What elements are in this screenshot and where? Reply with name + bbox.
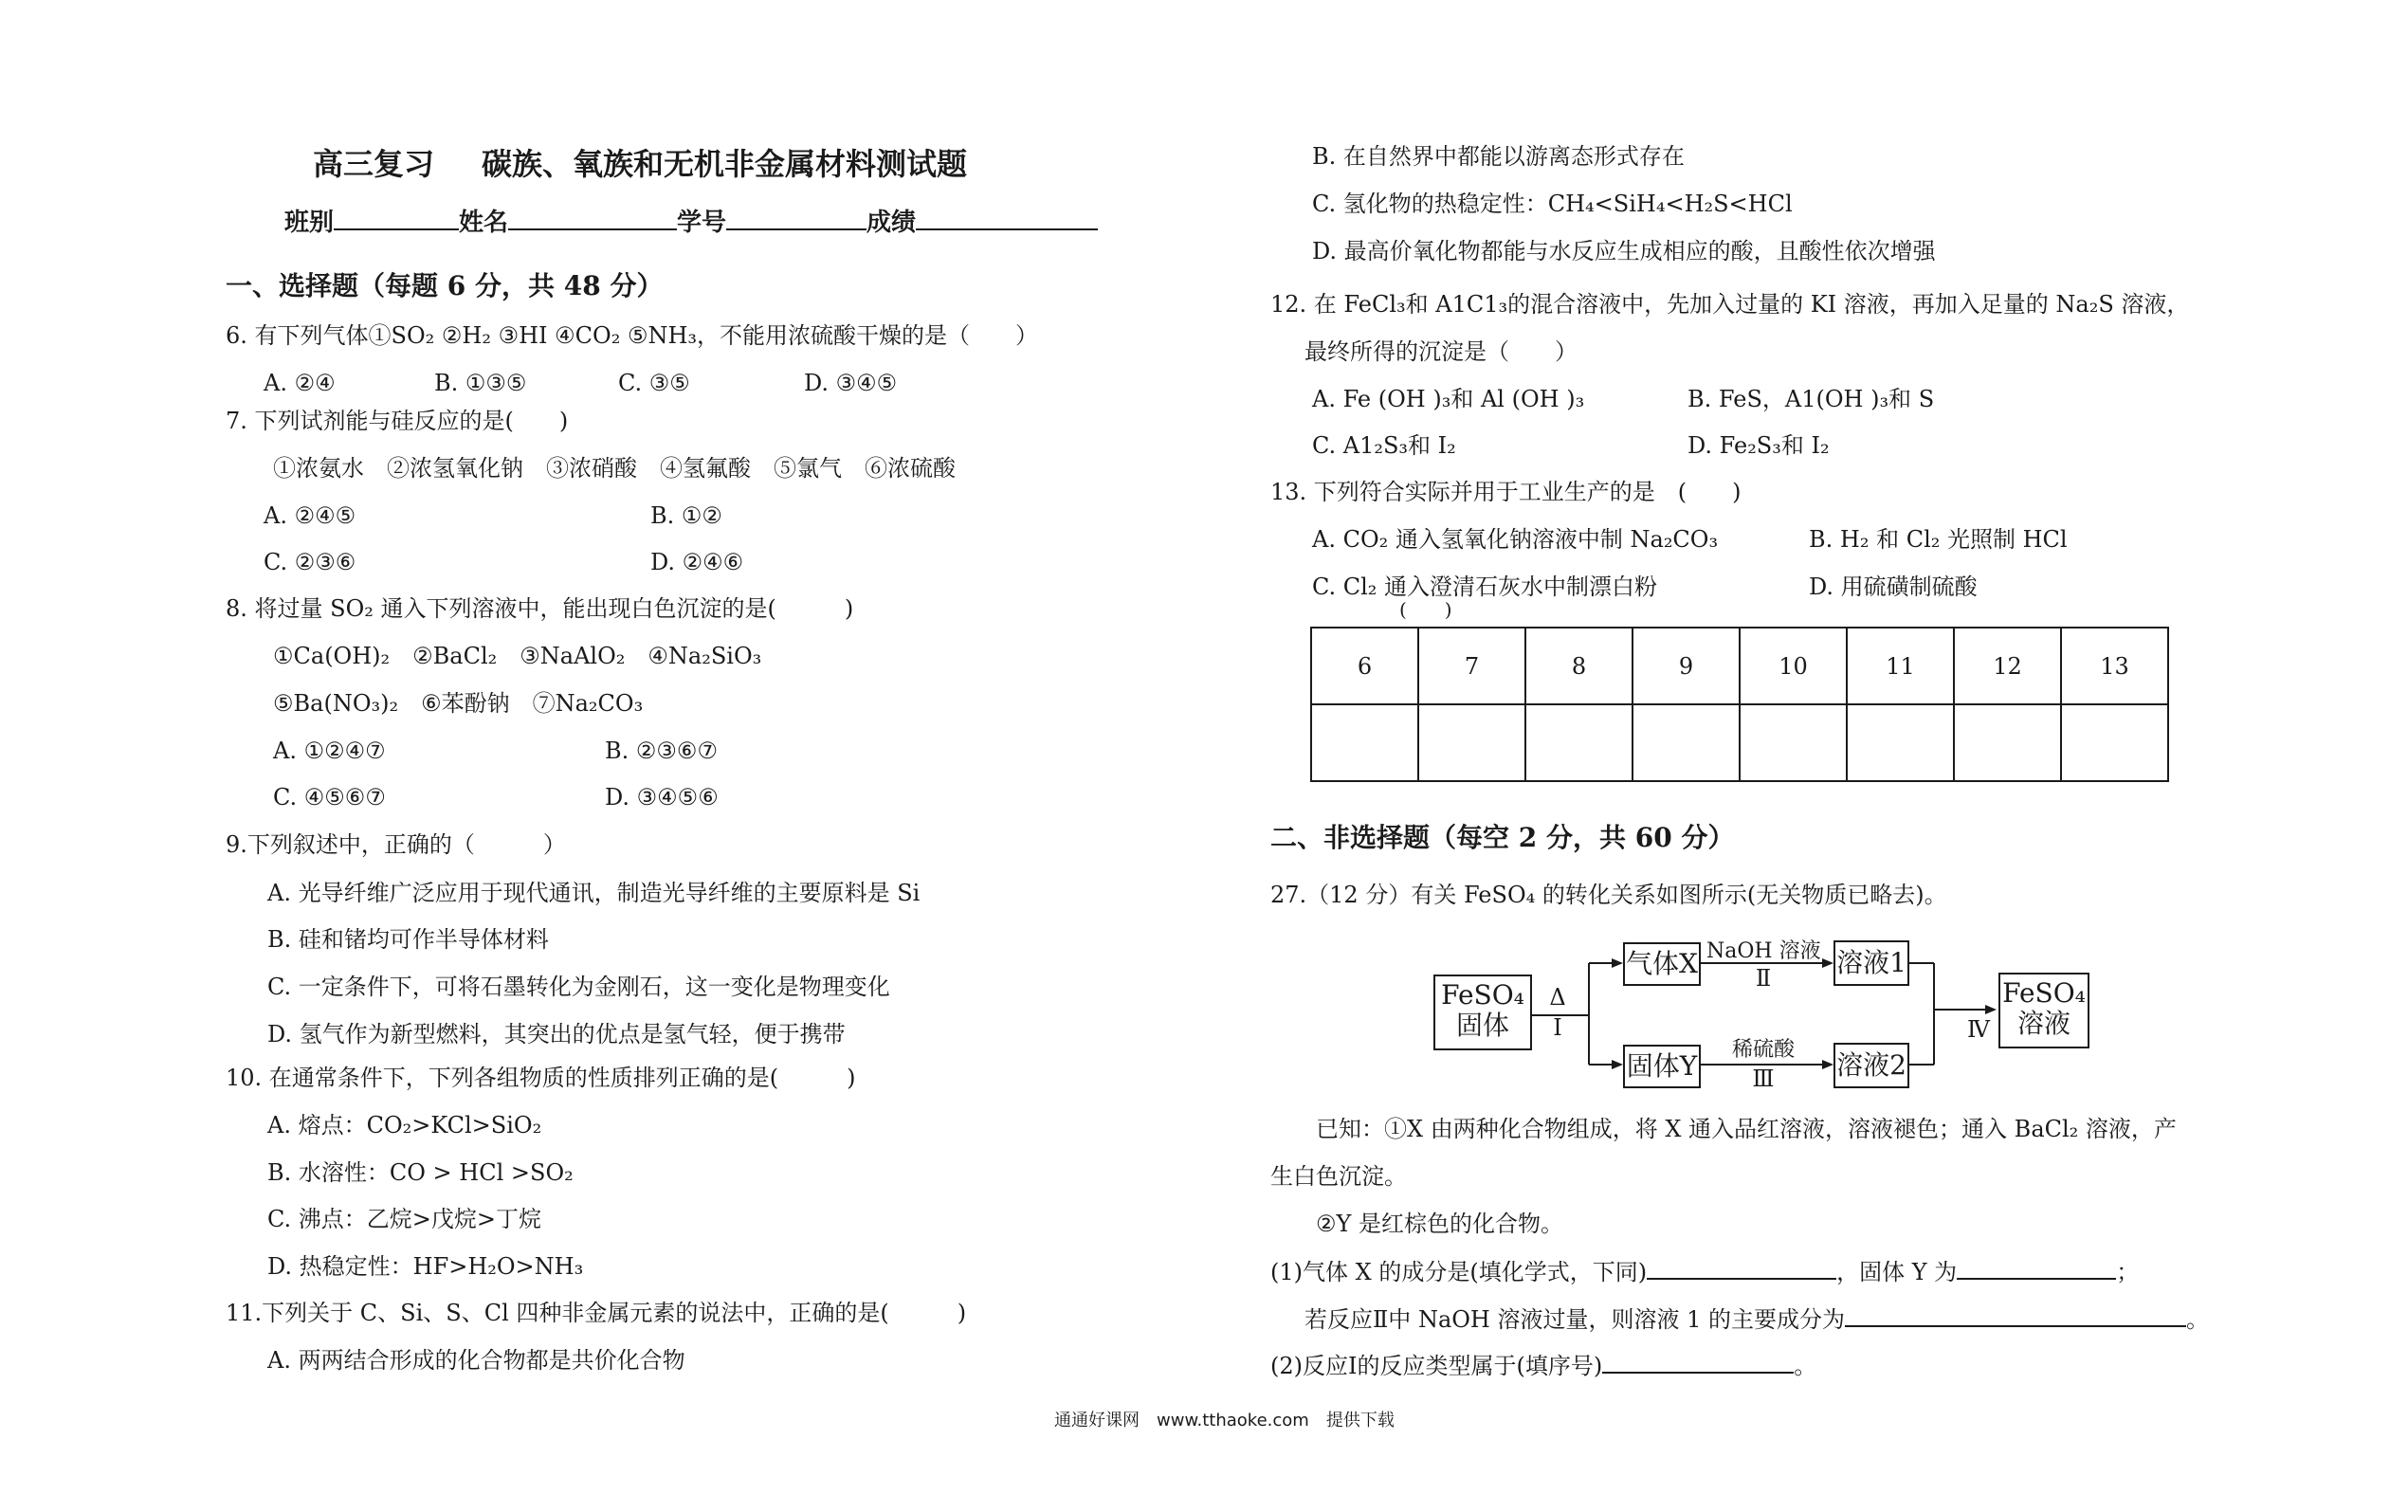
solid-y-answer-blank[interactable] <box>1957 1257 2116 1280</box>
answer-header-cell: 8 <box>1525 628 1633 704</box>
q7-option-b: B. ①② <box>650 502 722 529</box>
q11-option-d: D. 最高价氧化物都能与水反应生成相应的酸，且酸性依次增强 <box>1312 238 1936 264</box>
q13-option-a: A. CO₂ 通入氢氧化钠溶液中制 Na₂CO₃ <box>1312 526 1719 553</box>
q8-option-c: C. ④⑤⑥⑦ <box>273 784 386 811</box>
question-2-line <box>1270 1351 1816 1380</box>
q7-reagents: ①浓氨水 ②浓氢氧化钠 ③浓硝酸 ④氢氟酸 ⑤氯气 ⑥浓硫酸 <box>273 455 956 482</box>
solution-2-box: 溶液2 <box>1833 1043 1909 1088</box>
step-2-label: Ⅱ <box>1755 965 1772 992</box>
q10-option-b: B. 水溶性：CO > HCl >SO₂ <box>267 1159 574 1186</box>
question-2-text-2: 。 <box>1794 1353 1817 1379</box>
step-3-label: Ⅲ <box>1752 1066 1775 1092</box>
q13-bracket: ( ) <box>1399 598 1452 621</box>
known-line-2: 生白色沉淀。 <box>1270 1163 1407 1190</box>
answer-header-cell: 9 <box>1633 628 1740 704</box>
reaction-type-answer-blank[interactable] <box>1602 1351 1794 1374</box>
feso4-solid-box <box>1433 975 1532 1050</box>
name-label: 姓名 <box>459 209 509 237</box>
q8-solutions-1: ①Ca(OH)₂ ②BaCl₂ ③NaAlO₂ ④Na₂SiO₃ <box>273 643 762 669</box>
q8-option-b: B. ②③⑥⑦ <box>605 738 718 764</box>
footer-source: 通通好课网 www.tthaoke.com 提供下载 <box>1054 1411 1395 1430</box>
question-1-text-4: 若反应Ⅱ中 NaOH 溶液过量，则溶液 1 的主要成分为 <box>1304 1306 1846 1333</box>
answer-header-cell: 12 <box>1954 628 2061 704</box>
q7-option-a: A. ②④⑤ <box>264 502 356 529</box>
section2-heading: 二、非选择题（每空 2 分，共 60 分） <box>1270 822 1735 853</box>
score-label: 成绩 <box>867 209 917 237</box>
known-line-1: 已知：①X 由两种化合物组成，将 X 通入品红溶液，溶液褪色；通入 BaCl₂ 溶液，产 <box>1316 1116 2177 1142</box>
solution-1-answer-blank[interactable] <box>1845 1304 2186 1327</box>
q9-option-b: B. 硅和锗均可作半导体材料 <box>267 926 549 953</box>
q13-option-c: C. Cl₂ 通入澄清石灰水中制漂白粉 <box>1312 574 1658 600</box>
question-1-text-3: ； <box>2116 1259 2140 1285</box>
q10-option-c: C. 沸点：乙烷>戊烷>丁烷 <box>267 1206 541 1232</box>
q27-intro: 27.（12 分）有关 FeSO₄ 的转化关系如图所示(无关物质已略去)。 <box>1270 882 1947 908</box>
feso4-solution-state: 溶液 <box>2016 1008 2071 1039</box>
q6-option-a: A. ②④ <box>264 370 336 396</box>
q7-option-c: C. ②③⑥ <box>264 549 356 575</box>
gas-x-box: 气体X <box>1623 942 1701 986</box>
q9-stem: 9.下列叙述中，正确的（ ） <box>226 831 566 858</box>
q11-option-b: B. 在自然界中都能以游离态形式存在 <box>1312 143 1685 170</box>
q8-option-d: D. ③④⑤⑥ <box>605 784 719 811</box>
title-main: 碳族、氧族和无机非金属材料测试题 <box>482 146 968 182</box>
q12-option-b: B. FeS，A1(OH )₃和 S <box>1687 386 1935 412</box>
class-label: 班别 <box>284 209 335 237</box>
step-1-label: Ⅰ <box>1553 1014 1562 1041</box>
q12-option-a: A. Fe (OH )₃和 Al (OH )₃ <box>1312 386 1585 412</box>
q8-stem: 8. 将过量 SO₂ 通入下列溶液中，能出现白色沉淀的是( ) <box>226 595 854 622</box>
q8-option-a: A. ①②④⑦ <box>273 738 386 764</box>
q11-option-c: C. 氢化物的热稳定性：CH₄<SiH₄<H₂S<HCl <box>1312 191 1793 217</box>
question-1-text-5: 。 <box>2186 1306 2210 1333</box>
q13-stem: 13. 下列符合实际并用于工业生产的是 ( ) <box>1270 479 1742 505</box>
q6-stem: 6. 有下列气体①SO₂ ②H₂ ③HI ④CO₂ ⑤NH₃，不能用浓硫酸干燥的是（ ） <box>226 322 1039 349</box>
answer-header-cell: 6 <box>1311 628 1418 704</box>
q9-option-a: A. 光导纤维广泛应用于现代通讯，制造光导纤维的主要原料是 Si <box>267 880 921 906</box>
q11-option-a: A. 两两结合形成的化合物都是共价化合物 <box>267 1347 685 1374</box>
q6-option-d: D. ③④⑤ <box>804 370 898 396</box>
q12-stem-cont: 最终所得的沉淀是（ ） <box>1304 338 1578 365</box>
answer-header-cell: 13 <box>2061 628 2168 704</box>
question-1-text: (1)气体 X 的成分是(填化学式，下同) <box>1270 1259 1648 1285</box>
question-2-text: (2)反应Ⅰ的反应类型属于(填序号) <box>1270 1353 1603 1379</box>
q8-solutions-2: ⑤Ba(NO₃)₂ ⑥苯酚钠 ⑦Na₂CO₃ <box>273 690 644 717</box>
q12-option-c: C. A1₂S₃和 I₂ <box>1312 432 1456 459</box>
section1-heading: 一、选择题（每题 6 分，共 48 分） <box>226 270 664 301</box>
q6-option-b: B. ①③⑤ <box>434 370 527 396</box>
solid-y-box: 固体Y <box>1623 1045 1701 1088</box>
q10-option-d: D. 热稳定性：HF>H₂O>NH₃ <box>267 1253 584 1280</box>
q9-option-d: D. 氢气作为新型燃料，其突出的优点是氢气轻，便于携带 <box>267 1021 846 1047</box>
gas-x-answer-blank[interactable] <box>1647 1257 1836 1280</box>
q11-stem: 11.下列关于 C、Si、S、Cl 四种非金属元素的说法中，正确的是( ) <box>226 1300 967 1326</box>
q9-option-c: C. 一定条件下，可将石墨转化为金刚石，这一变化是物理变化 <box>267 974 890 1000</box>
q10-stem: 10. 在通常条件下，下列各组物质的性质排列正确的是( ) <box>226 1065 856 1091</box>
naoh-reagent-label: NaOH 溶液 <box>1706 939 1821 963</box>
feso4-solution-formula: FeSO₄ <box>2002 977 2086 1009</box>
id-label: 学号 <box>677 209 727 237</box>
heat-symbol: Δ <box>1549 984 1566 1011</box>
q7-stem: 7. 下列试剂能与硅反应的是( ) <box>226 408 569 434</box>
question-1-line <box>1270 1257 2139 1286</box>
q7-option-d: D. ②④⑥ <box>650 549 744 575</box>
q13-option-b: B. H₂ 和 Cl₂ 光照制 HCl <box>1809 526 2068 553</box>
question-1-line-2 <box>1304 1304 2209 1334</box>
q6-option-c: C. ③⑤ <box>618 370 690 396</box>
feso4-solid-formula: FeSO₄ <box>1441 979 1524 1011</box>
q12-stem: 12. 在 FeCl₃和 A1C1₃的混合溶液中，先加入过量的 KI 溶液，再加入足量的 Na₂S 溶液， <box>1270 291 2190 318</box>
q13-option-d: D. 用硫磺制硫酸 <box>1809 574 1978 600</box>
known-line-3: ②Y 是红棕色的化合物。 <box>1316 1211 1563 1237</box>
step-4-label: Ⅳ <box>1967 1016 1990 1043</box>
feso4-solid-state: 固体 <box>1455 1010 1509 1041</box>
q10-option-a: A. 熔点：CO₂>KCl>SiO₂ <box>267 1112 542 1139</box>
question-1-text-2: ，固体 Y 为 <box>1836 1259 1958 1285</box>
q12-option-d: D. Fe₂S₃和 I₂ <box>1687 432 1830 459</box>
solution-1-box: 溶液1 <box>1833 940 1909 986</box>
answer-header-cell: 7 <box>1418 628 1525 704</box>
answer-header-cell: 10 <box>1740 628 1847 704</box>
dilute-acid-label: 稀硫酸 <box>1731 1038 1795 1062</box>
title-prefix: 高三复习 <box>313 146 435 182</box>
answer-header-cell: 11 <box>1847 628 1954 704</box>
feso4-solution-box <box>1998 973 2089 1048</box>
